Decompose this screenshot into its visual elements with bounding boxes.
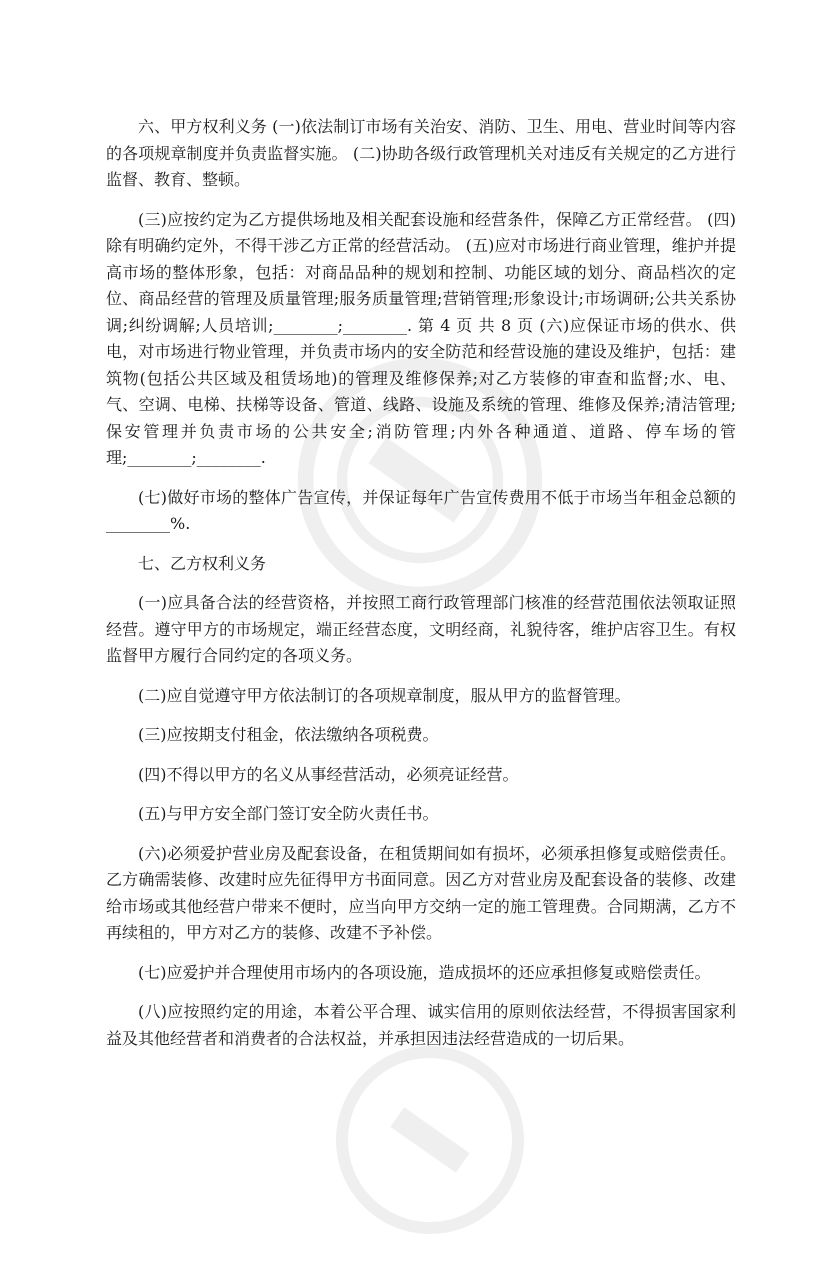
paragraph-party-a-obligations: (三)应按约定为乙方提供场地及相关配套设施和经营条件，保障乙方正常经营。 (四)除有明确约定外，不得干涉乙方正常的经营活动。 (五)应对市场进行商业管理，维护并提高市场的整体形象，包括：对商品品种的规划和控制、功能区域的划分、商品档次的定位、商品经营的管理及质量管理;服务质量管理;营销管理;形象设计;市场调研;公共关系协调;纠纷调解;人员培训;________;________. 第 4 页 共 8 页 (六)应保证市场的供水、供电，对市场进行物业管理，并负责市场内的安全防范和经营设施的建设及维护，包括：建筑物(包括公共区域及租赁场地)的管理及维修保养;对乙方装修的审查和监督;水、电、气、空调、电梯、扶梯等设备、管道、线路、设施及系统的管理、维修及保养;清洁管理;保安管理并负责市场的公共安全;消防管理;内外各种通道、道路、停车场的管理;________;________. xyxy=(106,209,736,467)
paragraph-b-lawful-operation: (八)应按照约定的用途，本着公平合理、诚实信用的原则依法经营，不得损害国家利益及其他经营者和消费者的合法权益，并承担因违法经营造成的一切后果。 xyxy=(106,1002,736,1048)
paragraph-party-a-rights: 六、甲方权利义务 (一)依法制订市场有关治安、消防、卫生、用电、营业时间等内容的各项规章制度并负责监督实施。 (二)协助各级行政管理机关对违反有关规定的乙方进行监督、教育、整顿。 xyxy=(106,117,736,189)
paragraph-b-qualification: (一)应具备合法的经营资格，并按照工商行政管理部门核准的经营范围依法领取证照经营。遵守甲方的市场规定，端正经营态度，文明经商，礼貌待客，维护店容卫生。有权监督甲方履行合同约定的各项义务。 xyxy=(106,593,736,665)
paragraph-advertising: (七)做好市场的整体广告宣传，并保证每年广告宣传费用不低于市场当年租金总额的________%. xyxy=(106,487,736,533)
paragraph-b-fire-safety: (五)与甲方安全部门签订安全防火责任书。 xyxy=(138,804,439,823)
section-heading-party-b: 七、乙方权利义务 xyxy=(138,553,267,573)
document-body xyxy=(106,114,736,1065)
paragraph-b-facilities: (七)应爱护并合理使用市场内的各项设施，造成损坏的还应承担修复或赔偿责任。 xyxy=(138,962,711,982)
paragraph-b-rent: (三)应按期支付租金，依法缴纳各项税费。 xyxy=(138,725,439,744)
paragraph-b-equipment: (六)必须爱护营业房及配套设备，在租赁期间如有损坏，必须承担修复或赔偿责任。乙方确需装修、改建时应先征得甲方书面同意。因乙方对营业房及配套设备的装修、改建给市场或其他经营户带来不便时，应当向甲方交纳一定的施工管理费。合同期满，乙方不再续租的，甲方对乙方的装修、改建不予补偿。 xyxy=(106,843,736,942)
paragraph-b-name-use: (四)不得以甲方的名义从事经营活动，必须亮证经营。 xyxy=(138,764,519,784)
paragraph-b-rules: (二)应自觉遵守甲方依法制订的各项规章制度，服从甲方的监督管理。 xyxy=(138,685,631,705)
